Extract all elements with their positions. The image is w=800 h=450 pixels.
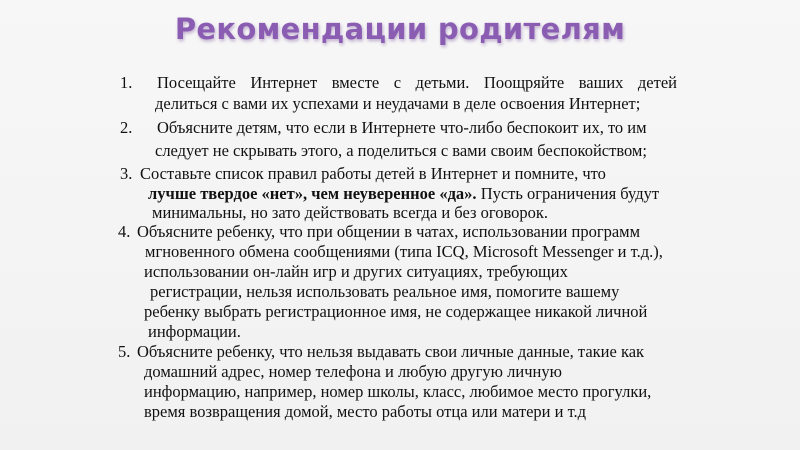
item-2-number: 2.: [120, 118, 133, 137]
item-3-line-2: [148, 184, 659, 204]
item-4-line-6: информации.: [148, 322, 241, 341]
item-5-line-3: информацию, например, номер школы, класс, любимое место прогулки,: [144, 382, 652, 401]
item-3-line-1: Составьте список правил работы детей в Интернет и помните, что: [140, 164, 606, 183]
item-5-line-1: Объясните ребенку, что нельзя выдавать свои личные данные, такие как: [137, 342, 645, 361]
item-3-line-3: минимальны, но зато действовать всегда и без оговорок.: [152, 203, 549, 222]
item-4-number: 4.: [118, 222, 131, 241]
item-4-line-4: регистрации, нельзя использовать реальное имя, помогите вашему: [150, 282, 620, 301]
item-4-line-2: мгновенного обмена сообщениями (типа ICQ, Microsoft Messenger и т.д.),: [145, 242, 663, 261]
item-2-line-2: следует не скрывать этого, а поделиться с вами своим беспокойством;: [155, 141, 647, 160]
item-1-line-1: Посещайте Интернет вместе с детьми. Поощряйте ваших детей: [157, 73, 677, 92]
item-4-line-1: Объясните ребенку, что при общении в чатах, использовании программ: [137, 222, 641, 241]
item-3-after-bold: Пусть ограничения будут: [476, 184, 660, 203]
item-4-line-5: ребенку выбрать регистрационное имя, не содержащее никакой личной: [144, 302, 648, 321]
item-1-line-2: делиться с вами их успехами и неудачами в деле освоения Интернет;: [155, 94, 641, 113]
item-3-bold-text: лучше твердое «нет», чем неуверенное «да».: [148, 184, 477, 203]
item-4-line-3: использовании он-лайн игр и других ситуациях, требующих: [144, 262, 568, 281]
item-1-number: 1.: [120, 73, 133, 92]
item-2-line-1: Объясните детям, что если в Интернете что-либо беспокоит их, то им: [157, 118, 647, 137]
item-3-number: 3.: [120, 164, 133, 183]
item-5-number: 5.: [118, 342, 131, 361]
slide-title: Рекомендации родителям: [174, 12, 626, 46]
item-5-line-4: время возвращения домой, место работы отца или матери и т.д: [144, 402, 587, 421]
item-5-line-2: домашний адрес, номер телефона и любую другую личную: [144, 362, 562, 381]
